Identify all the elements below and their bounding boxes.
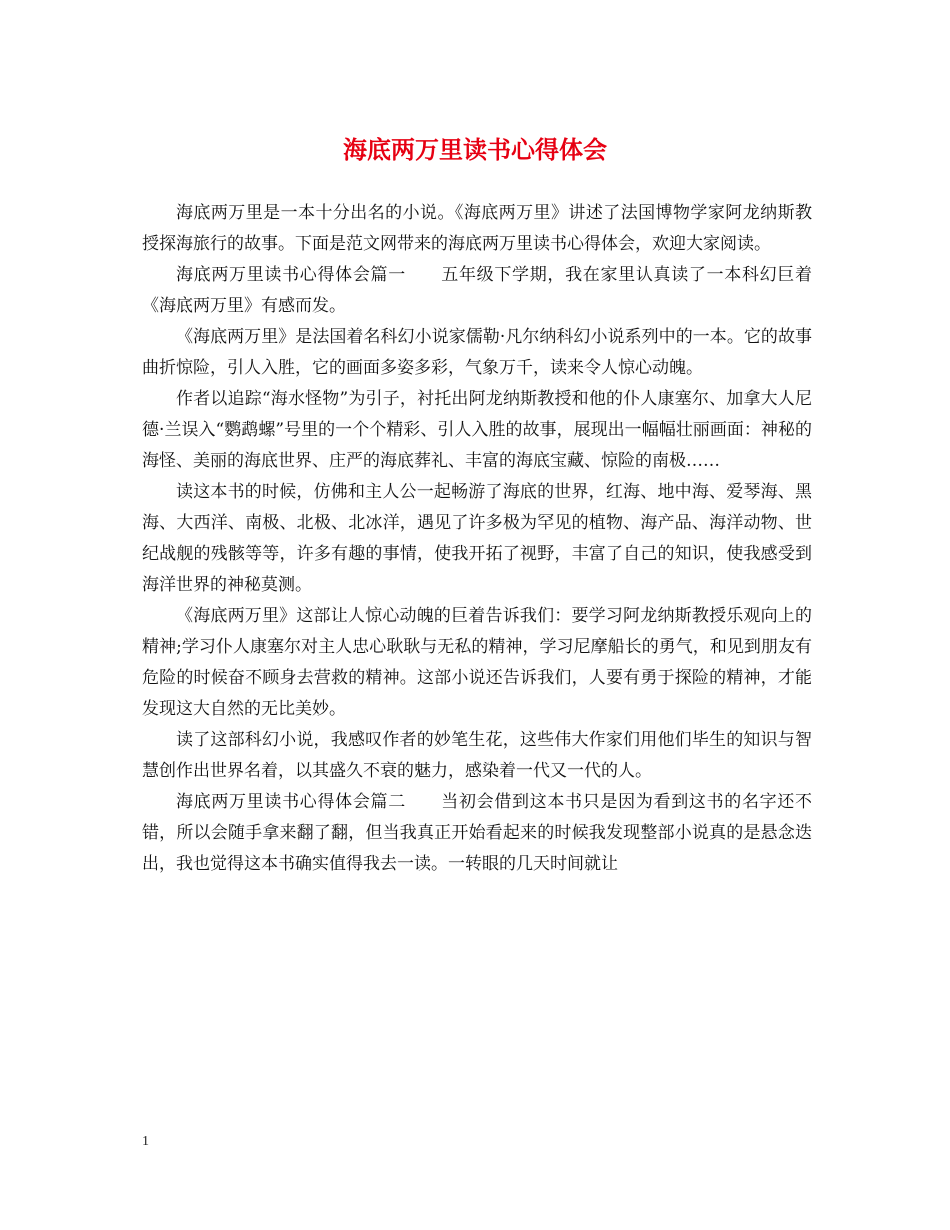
paragraph: 作者以追踪“海水怪物”为引子，衬托出阿龙纳斯教授和他的仆人康塞尔、加拿大人尼德·兰误入“鹦鹉螺”号里的一个个精彩、引人入胜的故事，展现出一幅幅壮丽画面：神秘的海怪、美丽的海底世界、庄严的海底葬礼、丰富的海底宝藏、惊险的南极……	[142, 389, 812, 471]
paragraph: 《海底两万里》这部让人惊心动魄的巨着告诉我们：要学习阿龙纳斯教授乐观向上的精神;学习仆人康塞尔对主人忠心耿耿与无私的精神，学习尼摩船长的勇气，和见到朋友有危险的时候奋不顾身去营救的精神。这部小说还告诉我们，人要有勇于探险的精神，才能发现这大自然的无比美妙。	[142, 606, 812, 719]
paragraph: 海底两万里读书心得体会篇一 五年级下学期，我在家里认真读了一本科幻巨着《海底两万里》有感而发。	[142, 265, 812, 316]
paragraph: 海底两万里是一本十分出名的小说。《海底两万里》讲述了法国博物学家阿龙纳斯教授探海旅行的故事。下面是范文网带来的海底两万里读书心得体会，欢迎大家阅读。	[142, 203, 812, 254]
document-title: 海底两万里读书心得体会	[343, 135, 607, 164]
page-number: 1	[142, 1134, 149, 1149]
paragraph: 读了这部科幻小说，我感叹作者的妙笔生花，这些伟大作家们用他们毕生的知识与智慧创作出世界名着，以其盛久不衰的魅力，感染着一代又一代的人。	[142, 730, 812, 781]
document-body	[142, 198, 812, 880]
paragraph: 《海底两万里》是法国着名科幻小说家儒勒·凡尔纳科幻小说系列中的一本。它的故事曲折惊险，引人入胜，它的画面多姿多彩，气象万千，读来令人惊心动魄。	[142, 327, 812, 378]
paragraph: 读这本书的时候，仿佛和主人公一起畅游了海底的世界，红海、地中海、爱琴海、黑海、大西洋、南极、北极、北冰洋，遇见了许多极为罕见的植物、海产品、海洋动物、世纪战舰的残骸等等，许多有趣的事情，使我开拓了视野，丰富了自己的知识，使我感受到海洋世界的神秘莫测。	[142, 482, 812, 595]
paragraph: 海底两万里读书心得体会篇二 当初会借到这本书只是因为看到这书的名字还不错，所以会随手拿来翻了翻，但当我真正开始看起来的时候我发现整部小说真的是悬念迭出，我也觉得这本书确实值得我去一读。一转眼的几天时间就让	[142, 792, 812, 874]
